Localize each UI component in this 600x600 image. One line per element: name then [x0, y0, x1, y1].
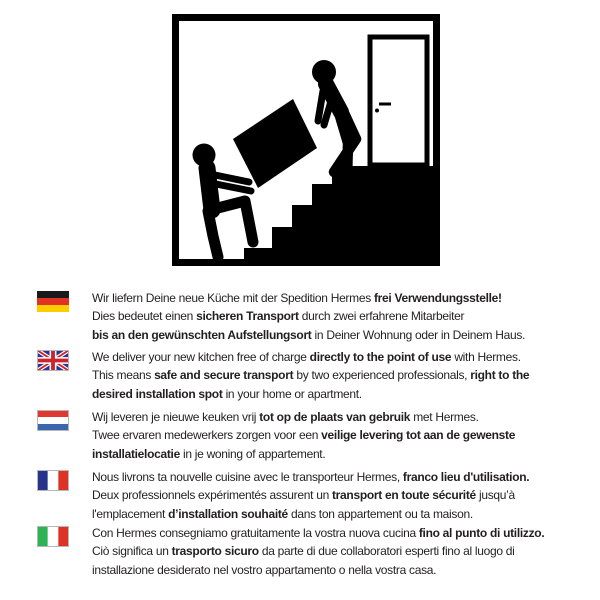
text-line: Deux professionnels expérimentés assurent un transport en toute sécurité jusqu’à: [92, 488, 515, 503]
text-line: Dies bedeutet einen sicheren Transport durch zwei erfahrene Mitarbeiter: [92, 309, 465, 324]
germany-flag-icon: [37, 291, 69, 312]
text-line: Wir liefern Deine neue Küche mit der Spedition Hermes frei Verwendungsstelle!: [92, 291, 502, 305]
uk-flag-icon: [37, 350, 69, 371]
movers-carrying-box-up-stairs-to-door-icon: [172, 14, 440, 266]
language-section-it: [37, 524, 544, 579]
text-line: l'emplacement d’installation souhaité dans ton appartement ou ta maison.: [92, 506, 473, 521]
language-paragraph-en: [92, 348, 529, 403]
language-section-de: [37, 289, 525, 344]
text-line: This means safe and secure transport by two experienced professionals, right to the: [92, 368, 530, 383]
text-line: Con Hermes consegniamo gratuitamente la vostra nuova cucina fino al punto di utilizzo.: [92, 526, 545, 540]
text-line: We deliver your new kitchen free of charge directly to the point of use with Hermes.: [92, 350, 521, 364]
france-flag-icon: [37, 470, 69, 491]
language-section-en: [37, 348, 529, 403]
text-line: installazione desiderato nel vostro appartamento o nella vostra casa.: [92, 562, 437, 577]
language-paragraph-nl: [92, 408, 515, 463]
text-line: bis an den gewünschten Aufstellungsort in Deiner Wohnung oder in Deinem Haus.: [92, 327, 526, 342]
netherlands-flag-icon: [37, 410, 69, 431]
italy-flag-icon: [37, 526, 69, 547]
text-line: Nous livrons ta nouvelle cuisine avec le transporteur Hermes, franco lieu d'utilisation.: [92, 470, 530, 484]
language-paragraph-fr: [92, 468, 529, 523]
language-section-fr: [37, 468, 529, 523]
door-shape: [370, 37, 427, 165]
text-line: installatielocatie in je woning of appartement.: [92, 446, 326, 461]
text-line: Wij leveren je nieuwe keuken vrij tot op de plaats van gebruik met Hermes.: [92, 410, 479, 424]
text-line: Twee ervaren medewerkers zorgen voor een veilige levering tot aan de gewenste: [92, 428, 516, 443]
language-paragraph-de: [92, 289, 525, 344]
text-line: desired installation spot in your home or apartment.: [92, 386, 362, 401]
language-paragraph-it: [92, 524, 544, 579]
language-section-nl: [37, 408, 515, 463]
text-line: Ciò significa un trasporto sicuro da parte di due collaboratori esperti fino al luogo di: [92, 544, 515, 559]
